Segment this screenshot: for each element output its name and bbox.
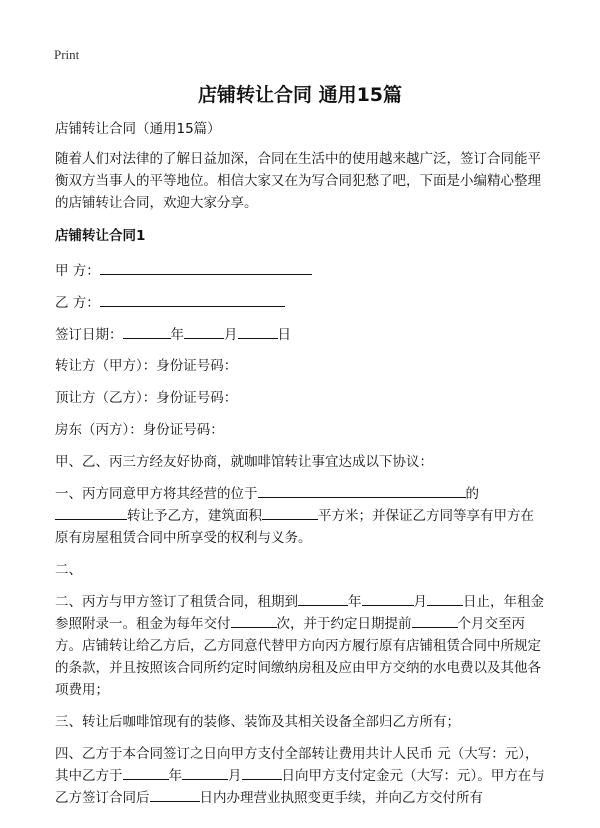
clause-2-times-blank [231,613,277,628]
sign-month-blank [184,323,224,339]
clause-2-month-blank [362,591,414,606]
clause-4-days-blank [150,787,200,802]
clause-2-text-a: 二、丙方与甲方签订了租赁合同，租期到 [55,594,298,610]
party-a-label: 甲 方： [55,263,100,279]
month-label: 月 [224,327,238,343]
clause-4 [55,743,547,809]
party-b-blank [100,291,285,307]
clause-4-year-blank [123,765,169,780]
clause-2-text-b: 日止，年租金参照附录一。租金为每年交付 [55,594,544,632]
transferor-line: 转让方（甲方）：身份证号码： [55,358,238,374]
clause-4-text-a: 四、乙方于本合同签订之日向甲方支付全部转让费用共计人民币 元（大写：元），其中乙方于 [55,746,539,784]
party-b-label: 乙 方： [55,295,100,311]
clause-1-text-a: 一、丙方同意甲方将其经营的位于 [55,486,258,502]
clause-2-day-blank [427,591,463,606]
print-link[interactable]: Print [54,47,80,62]
clause-4-year-label: 年 [168,768,182,784]
clause-2-text-d: 个月交至丙方。店铺转让给乙方后，乙方同意代替甲方向丙方履行原有店铺租赁合同中所规定的条款，并且按照该合同所约定时间缴纳房租及应由甲方交纳的水电费以及其他各项费用； [55,616,541,698]
transferee-line: 顶让方（乙方）：身份证号码： [55,390,238,406]
clause-1-text-d: 平方米；并保证乙方同等享有甲方在原有房屋租赁合同中所享受的权利与义务。 [55,508,534,546]
section-heading: 店铺转让合同1 [55,228,146,244]
document-title: 店铺转让合同 通用15篇 [197,84,403,106]
clause-2-text-c: 次，并于约定日期提前 [276,616,412,632]
clause-1 [55,483,547,549]
party-a-blank [100,259,312,275]
sign-date-label: 签订日期： [55,327,123,343]
sign-year-blank [123,323,171,339]
clause-2-year-blank [298,591,348,606]
clause-1-text-c: 转让予乙方，建筑面积 [127,508,262,524]
clause-4-month-blank [182,765,228,780]
sign-date-line [55,323,547,345]
year-label: 年 [170,327,184,343]
clause-1-area-blank [262,505,318,520]
landlord-line: 房东（丙方）：身份证号码： [55,422,224,438]
document-body [55,118,547,819]
agreement-intro: 甲、乙、丙三方经友好协商，就咖啡馆转让事宜达成以下协议： [55,454,433,470]
clause-1-text-b: 的 [465,486,479,502]
clause-4-text-b: 日向甲方支付定金元（大写：元）。甲方在与乙方签订合同后 [55,768,545,806]
clause-2-empty: 二、 [55,562,82,578]
day-label: 日 [277,327,291,343]
sign-day-blank [238,323,278,339]
clause-2 [55,591,547,701]
intro-paragraph: 随着人们对法律的了解日益加深，合同在生活中的使用越来越广泛，签订合同能平衡双方当事人的平等地位。相信大家又在为写合同犯愁了吧，下面是小编精心整理的店铺转让合同，欢迎大家分享。 [55,151,541,211]
clause-2-year-label: 年 [348,594,362,610]
clause-4-text-c: 日内办理营业执照变更手续，并向乙方交付所有 [199,790,483,806]
party-b-line [55,291,547,313]
clause-2-month-label: 月 [413,594,427,610]
clause-1-shop-blank [55,505,127,520]
clause-4-day-blank [242,765,282,780]
clause-4-month-label: 月 [228,768,242,784]
clause-2-months-blank [412,613,458,628]
document-subtitle: 店铺转让合同（通用15篇） [55,121,221,137]
clause-3: 三、转让后咖啡馆现有的装修、装饰及其相关设备全部归乙方所有； [55,714,460,730]
party-a-line [55,259,547,281]
clause-1-location-blank [258,483,466,498]
